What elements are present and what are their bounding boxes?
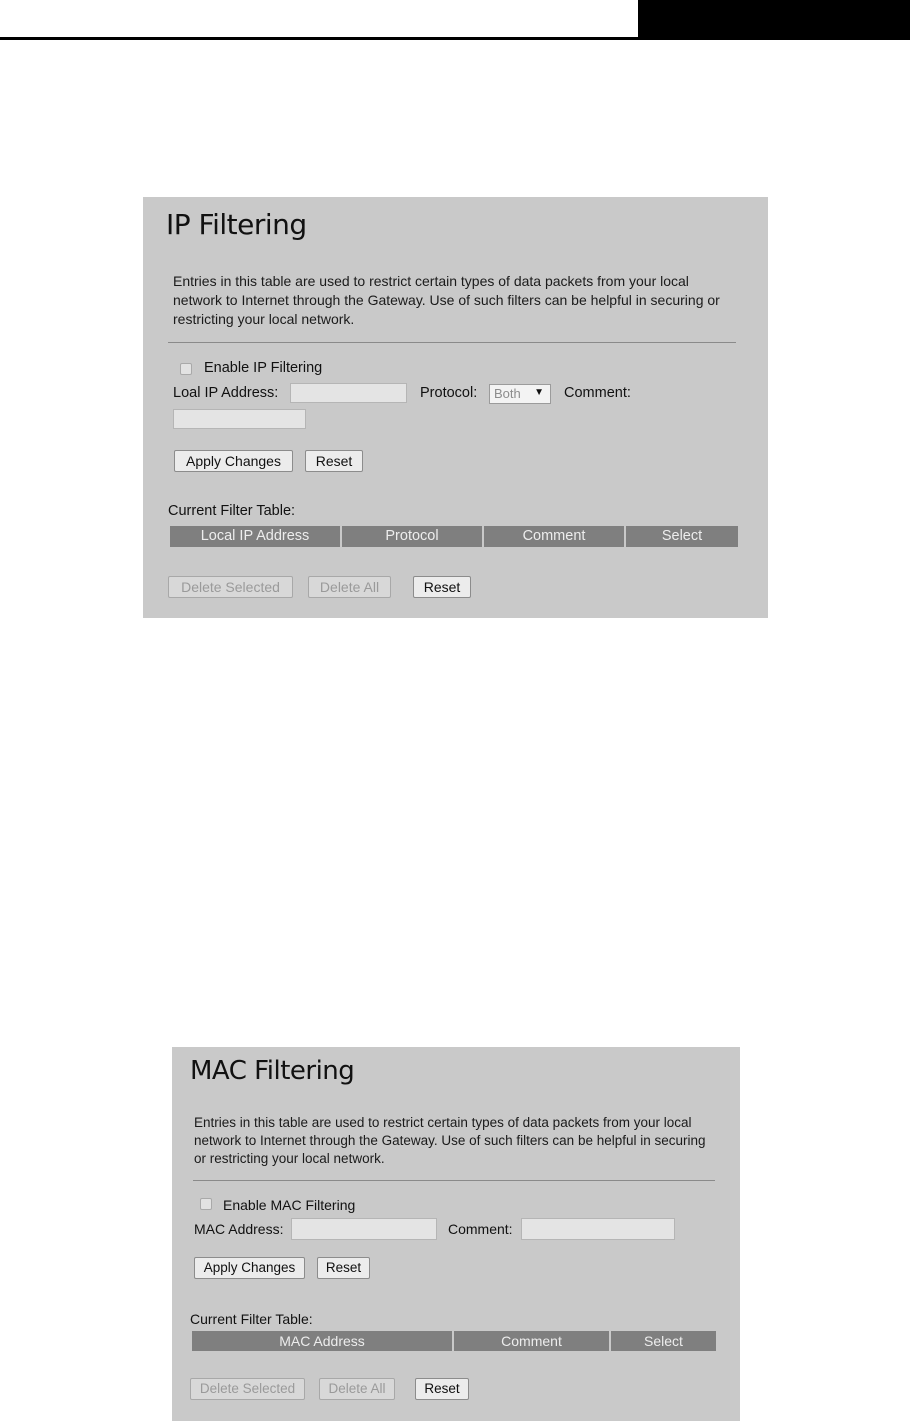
mac-current-filter-table-label: Current Filter Table: xyxy=(190,1311,313,1327)
apply-changes-button[interactable]: Apply Changes xyxy=(174,450,293,472)
mac-table-header-select: Select xyxy=(611,1331,716,1351)
mac-panel-divider xyxy=(193,1180,715,1181)
mac-address-input[interactable] xyxy=(291,1218,437,1240)
mac-panel-title: MAC Filtering xyxy=(190,1056,355,1086)
chevron-down-icon: ▼ xyxy=(534,387,544,398)
header-rule xyxy=(0,37,640,40)
ip-panel-divider xyxy=(168,342,736,343)
mac-comment-input[interactable] xyxy=(521,1218,675,1240)
enable-ip-filtering-checkbox[interactable] xyxy=(180,363,192,375)
mac-apply-changes-button[interactable]: Apply Changes xyxy=(194,1257,305,1279)
mac-panel-description: Entries in this table are used to restrict certain types of data packets from your local network to Internet through the Gateway. Use of such filters can be helpful in securing or restricting your local network. xyxy=(194,1115,706,1166)
table-header-comment: Comment xyxy=(484,526,624,547)
local-ip-label: Loal IP Address: xyxy=(173,385,279,401)
table-header-select: Select xyxy=(626,526,738,547)
delete-selected-button[interactable]: Delete Selected xyxy=(168,576,293,598)
enable-mac-filtering-label: Enable MAC Filtering xyxy=(223,1197,356,1213)
ip-panel-description: Entries in this table are used to restrict certain types of data packets from your local network to Internet through the Gateway. Use of such filters can be helpful in securing or restricting your local network. xyxy=(173,273,720,327)
mac-comment-label: Comment: xyxy=(448,1221,513,1237)
mac-delete-all-button[interactable]: Delete All xyxy=(319,1378,395,1400)
table-header-protocol: Protocol xyxy=(342,526,482,547)
mac-reset-button[interactable]: Reset xyxy=(317,1257,370,1279)
protocol-label: Protocol: xyxy=(420,385,478,401)
enable-mac-filtering-checkbox[interactable] xyxy=(200,1198,212,1210)
ip-panel-title: IP Filtering xyxy=(166,208,307,241)
protocol-select[interactable] xyxy=(489,384,551,404)
enable-ip-filtering-label: Enable IP Filtering xyxy=(204,360,323,376)
mac-address-label: MAC Address: xyxy=(194,1221,284,1237)
mac-table-header-mac-address: MAC Address xyxy=(192,1331,452,1351)
mac-delete-selected-button[interactable]: Delete Selected xyxy=(190,1378,305,1400)
local-ip-input[interactable] xyxy=(290,383,407,403)
mac-table-header-comment: Comment xyxy=(454,1331,609,1351)
mac-filtering-panel xyxy=(172,1047,740,1421)
table-reset-button[interactable]: Reset xyxy=(413,576,471,598)
mac-table-reset-button[interactable]: Reset xyxy=(415,1378,469,1400)
header-block xyxy=(638,0,910,40)
comment-input[interactable] xyxy=(173,409,306,429)
delete-all-button[interactable]: Delete All xyxy=(308,576,391,598)
comment-label: Comment: xyxy=(564,385,631,401)
table-header-local-ip: Local IP Address xyxy=(170,526,340,547)
current-filter-table-label: Current Filter Table: xyxy=(168,503,296,519)
protocol-select-value: Both xyxy=(494,386,521,401)
ip-filtering-panel xyxy=(143,197,768,618)
reset-button[interactable]: Reset xyxy=(305,450,363,472)
